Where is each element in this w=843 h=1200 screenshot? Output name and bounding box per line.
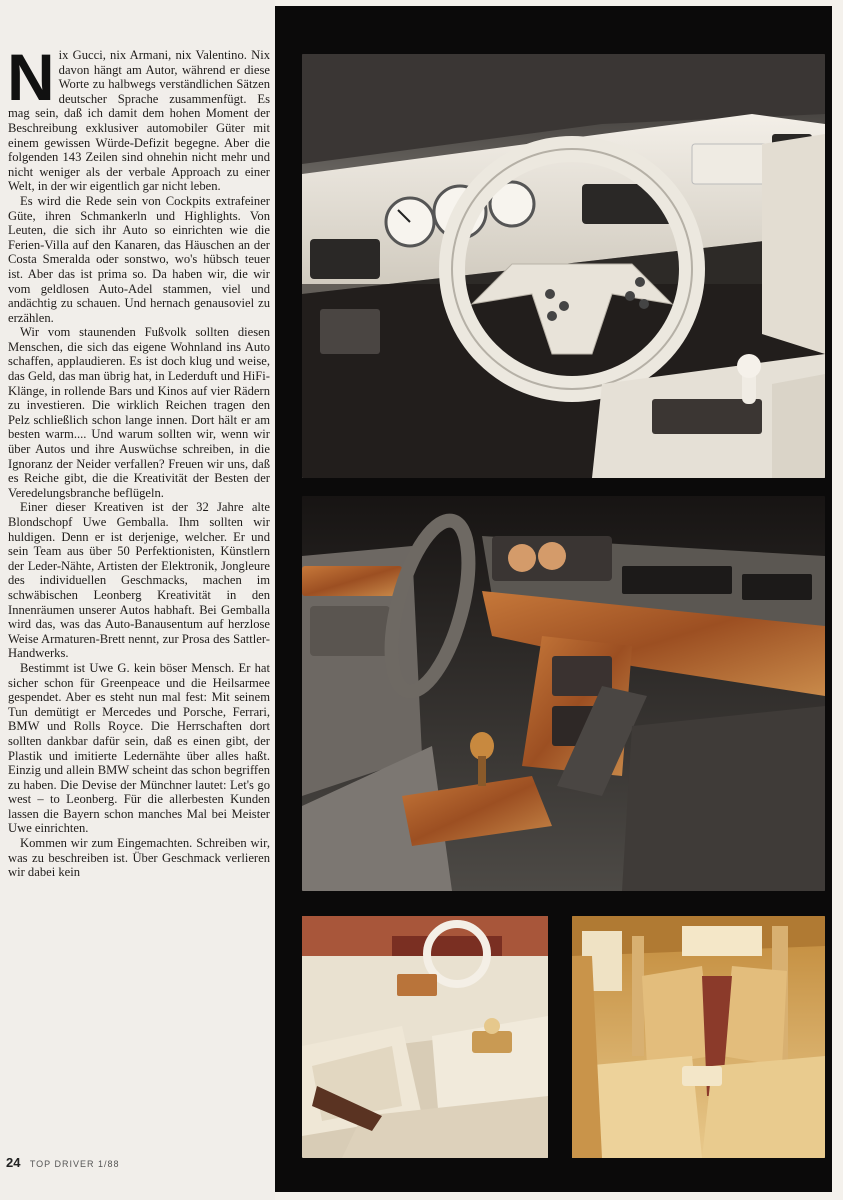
photo-panel bbox=[275, 6, 832, 1192]
photo-tan-lounge bbox=[572, 916, 825, 1158]
article-paragraph: Wir vom staunenden Fußvolk sollten diesen Menschen, die sich das eigene Wohnland ins Auto schaffen, applaudieren. Es ist doch klug und weise, das Geld, das man übrig hat, in Lederduft und HiFi-Klänge, in rollende Bars und Kinos auf vier Rädern zu investieren. Die wirklich Reichen tragen den Pelz schließlich schon lange innen. Dort hält er am besten warm.... Und warum sollten wir, wenn wir über Autos und ihre Auswüchse schreiben, in die Ignoranz der Neider verfallen? Freuen wir uns, daß es Reiche gibt, die die Kreativität der Besten der Veredelungsbranche beflügeln. bbox=[8, 325, 270, 500]
article-text-column bbox=[0, 0, 275, 1200]
article-paragraph bbox=[7, 40, 270, 194]
cream-dashboard-image bbox=[302, 54, 825, 478]
article-paragraph: Einer dieser Kreativen ist der 32 Jahre alte Blondschopf Uwe Gemballa. Ihm sollten wir huldigen. Denn er ist derjenige, welcher. Er und sein Team aus über 50 Perfektionisten, Künstlern der Leder-Nähte, Artisten der Elektronik, Jongleure des individuellen Geschmacks, machen im schwäbischen Leonberg Kreativität in den Innenräumen unserer Autos habhaft. Bei Gemballa wird das, was das Auto-Banausentum auf herzlose Weise Armaturen-Brett nennt, zur Prosa des Sattler-Handwerks. bbox=[8, 500, 270, 661]
drop-cap: N bbox=[7, 40, 55, 114]
photo-cream-interior bbox=[302, 916, 548, 1158]
photo-cream-dashboard bbox=[302, 54, 825, 478]
wood-dashboard-image bbox=[302, 496, 825, 891]
page-number: 24 bbox=[6, 1155, 21, 1170]
magazine-name: TOP DRIVER 1/88 bbox=[29, 1159, 120, 1169]
cream-interior-image bbox=[302, 916, 548, 1158]
article-paragraph: Bestimmt ist Uwe G. kein böser Mensch. Er hat sicher schon für Greenpeace und die Heilsarmee gespendet. Aber es steht nun mal fest: Mit seinem Tun demütigt er Mercedes und Porsche, Ferrari, BMW und Rolls Royce. Die Herrschaften dort sollten dankbar dafür sein, daß es einen gibt, der Plastik und imitierte Ledernähte über alles haßt. Einzig und allein BMW scheint das schon begriffen zu haben. Die Devise der Münchner lautet: Let's go west – to Leonberg. Für die allerbesten Kunden lassen die Bayern schon manches Mal bei Meister Uwe einrichten. bbox=[8, 660, 270, 836]
photo-wood-dashboard bbox=[302, 496, 825, 891]
article-paragraph: Kommen wir zum Eingemachten. Schreiben wir, was zu beschreiben ist. Über Geschmack verlieren wir dabei kein bbox=[8, 836, 270, 880]
article-paragraph: Es wird die Rede sein von Cockpits extrafeiner Güte, ihren Schmankerln und Highlights. Von Leuten, die sich ihr Auto so einrichten wie die Ferien-Villa auf den Kanaren, das Häuschen an der Costa Smeralda oder sonstwo, wo's hübsch teuer ist. Aber das ist prima so. Da haben wir, die wir vom geldlosen Auto-Adel stammen, viel und andächtig zu schauen. Und hernach genausoviel zu erzählen. bbox=[8, 193, 270, 325]
tan-lounge-image bbox=[572, 916, 825, 1158]
page-folio bbox=[6, 1155, 120, 1170]
paragraph-text: ix Gucci, nix Armani, nix Valentino. Nix davon hängt am Autor, während er diese Worte zu halbwegs verständlichen Sätzen deutscher Sprache zusammenfügt. Es mag sein, daß ich damit dem hohen Moment der Beschreibung exklusiver automobiler Güter mit einem gewissen Würde-Defizit begegne. Aber die folgenden 143 Zeilen sind ohnehin nicht mehr und nicht weniger als der verbale Approach zu einer Welt, in der wir eigentlich gar nicht leben. bbox=[8, 48, 270, 194]
article-body bbox=[7, 40, 270, 880]
